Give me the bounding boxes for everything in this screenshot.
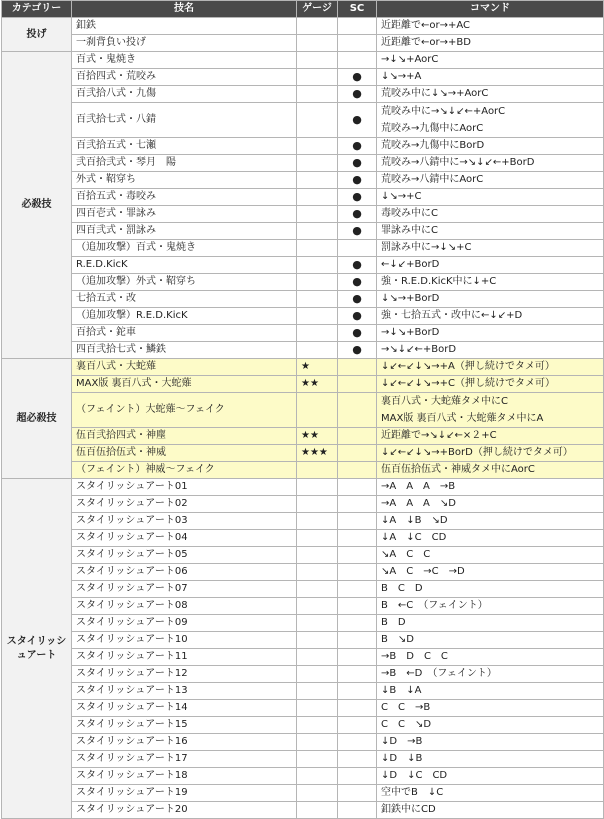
command-cell (377, 359, 604, 376)
table-row (2, 496, 604, 513)
sc-cell: ● (338, 69, 377, 86)
move-name: スタイリッシュアート19 (72, 785, 297, 802)
gauge-cell (297, 496, 338, 513)
command-text: →B D C C (381, 651, 448, 662)
move-name: スタイリッシュアート15 (72, 717, 297, 734)
move-name: スタイリッシュアート16 (72, 734, 297, 751)
sc-cell (338, 513, 377, 530)
move-name: 四百壱式・罪詠み (72, 206, 297, 223)
command-text: ↓↙←↙↓↘→+BorD（押し続けでタメ可） (381, 447, 573, 458)
command-cell (377, 564, 604, 581)
command-cell (377, 581, 604, 598)
command-cell (377, 445, 604, 462)
table-row (2, 274, 604, 291)
gauge-cell (297, 751, 338, 768)
command-cell (377, 428, 604, 445)
sc-cell (338, 547, 377, 564)
gauge-cell (297, 598, 338, 615)
command-text: 強・七拾五式・改中に←↓↙+D (381, 310, 523, 321)
gauge-cell (297, 69, 338, 86)
command-text: 近距離で←or→+AC (381, 20, 471, 31)
command-text: →A A A →B (381, 481, 456, 492)
move-name: 伍百伍拾伍式・神威 (72, 445, 297, 462)
table-row (2, 35, 604, 52)
gauge-cell (297, 342, 338, 359)
command-text: ↓D ↓B (381, 753, 423, 764)
move-name: 外式・鞀穿ち (72, 172, 297, 189)
table-row (2, 325, 604, 342)
move-name: MAX版 裏百八式・大蛇薙 (72, 376, 297, 393)
category-cell: 必殺技 (2, 52, 72, 359)
gauge-cell (297, 274, 338, 291)
move-name: スタイリッシュアート11 (72, 649, 297, 666)
sc-cell (338, 717, 377, 734)
gauge-cell (297, 632, 338, 649)
table-row (2, 649, 604, 666)
command-text: B ←C （フェイント） (381, 600, 488, 611)
command-cell (377, 35, 604, 52)
sc-cell: ● (338, 257, 377, 274)
command-text: 罰詠み中に→↓↘+C (381, 242, 472, 253)
table-row (2, 632, 604, 649)
sc-cell (338, 530, 377, 547)
gauge-cell: ★★ (297, 428, 338, 445)
gauge-cell (297, 462, 338, 479)
command-cell (377, 802, 604, 819)
move-name: スタイリッシュアート04 (72, 530, 297, 547)
sc-cell (338, 35, 377, 52)
sc-cell (338, 785, 377, 802)
sc-cell (338, 666, 377, 683)
gauge-cell: ★★★ (297, 445, 338, 462)
command-cell (377, 547, 604, 564)
table-row (2, 564, 604, 581)
command-text: ↓A ↓B ↘D (381, 515, 448, 526)
category-cell: 投げ (2, 18, 72, 52)
sc-cell: ● (338, 172, 377, 189)
move-name: スタイリッシュアート14 (72, 700, 297, 717)
sc-cell (338, 52, 377, 69)
gauge-cell (297, 52, 338, 69)
gauge-cell (297, 513, 338, 530)
sc-cell: ● (338, 274, 377, 291)
category-cell: 超必殺技 (2, 359, 72, 479)
command-text: ↓↙←↙↓↘→+A（押し続けでタメ可） (381, 361, 555, 372)
table-row (2, 223, 604, 240)
move-name: 百拾五式・毒咬み (72, 189, 297, 206)
sc-cell (338, 479, 377, 496)
header-category: カテゴリー (2, 1, 72, 18)
table-row (2, 155, 604, 172)
move-list-table (1, 0, 604, 819)
command-cell (377, 513, 604, 530)
command-text: →↓↘+AorC (381, 54, 439, 65)
table-row (2, 717, 604, 734)
table-row (2, 359, 604, 376)
command-cell (377, 632, 604, 649)
sc-cell (338, 428, 377, 445)
table-row (2, 768, 604, 785)
table-row (2, 598, 604, 615)
sc-cell: ● (338, 189, 377, 206)
table-row (2, 666, 604, 683)
gauge-cell (297, 615, 338, 632)
gauge-cell (297, 649, 338, 666)
move-name: （追加攻撃）外式・鞀穿ち (72, 274, 297, 291)
gauge-cell (297, 257, 338, 274)
sc-cell (338, 751, 377, 768)
command-cell (377, 189, 604, 206)
command-text: 毒咬み中にC (381, 208, 438, 219)
gauge-cell (297, 479, 338, 496)
sc-cell: ● (338, 86, 377, 103)
command-cell (377, 393, 604, 428)
gauge-cell (297, 155, 338, 172)
command-cell (377, 274, 604, 291)
table-row (2, 785, 604, 802)
move-name: スタイリッシュアート17 (72, 751, 297, 768)
sc-cell (338, 393, 377, 428)
command-cell (377, 615, 604, 632)
command-cell (377, 291, 604, 308)
table-row (2, 445, 604, 462)
move-name: （追加攻撃）R.E.D.KicK (72, 308, 297, 325)
command-text: →B ←D （フェイント） (381, 668, 497, 679)
sc-cell (338, 768, 377, 785)
command-text: ↓↘→+A (381, 71, 422, 82)
gauge-cell (297, 291, 338, 308)
move-name: スタイリッシュアート07 (72, 581, 297, 598)
command-cell (377, 666, 604, 683)
command-cell (377, 86, 604, 103)
header-gauge: ゲージ (297, 1, 338, 18)
command-text: B ↘D (381, 634, 414, 645)
table-row (2, 393, 604, 428)
table-row (2, 69, 604, 86)
table-row (2, 479, 604, 496)
move-name: スタイリッシュアート13 (72, 683, 297, 700)
gauge-cell (297, 393, 338, 428)
table-row (2, 683, 604, 700)
table-row (2, 547, 604, 564)
command-text: C C →B (381, 702, 431, 713)
sc-cell: ● (338, 342, 377, 359)
command-text: C C ↘D (381, 719, 432, 730)
header-sc: SC (338, 1, 377, 18)
sc-cell (338, 462, 377, 479)
command-text: 荒咬み中に↓↘→+AorC (381, 88, 489, 99)
sc-cell (338, 632, 377, 649)
sc-cell (338, 581, 377, 598)
sc-cell (338, 615, 377, 632)
command-cell (377, 52, 604, 69)
command-text: 荒咬み→九傷中にBorD (381, 140, 485, 151)
gauge-cell (297, 172, 338, 189)
command-text: ↓A ↓C CD (381, 532, 447, 543)
gauge-cell (297, 103, 338, 138)
command-text: ↘A C C (381, 549, 431, 560)
command-cell (377, 172, 604, 189)
table-row (2, 581, 604, 598)
command-text: 裏百八式・大蛇薙タメ中にC (381, 396, 508, 407)
move-name: 一刹背負い投げ (72, 35, 297, 52)
table-row (2, 18, 604, 35)
sc-cell (338, 649, 377, 666)
sc-cell (338, 359, 377, 376)
gauge-cell (297, 802, 338, 819)
header-command: コマンド (377, 1, 604, 18)
table-row (2, 615, 604, 632)
table-row (2, 257, 604, 274)
gauge-cell (297, 564, 338, 581)
table-row (2, 291, 604, 308)
command-cell (377, 69, 604, 86)
table-row (2, 52, 604, 69)
move-name: 百拾四式・荒咬み (72, 69, 297, 86)
command-text: →A A A ↘D (381, 498, 456, 509)
move-name: スタイリッシュアート18 (72, 768, 297, 785)
table-row (2, 734, 604, 751)
sc-cell (338, 598, 377, 615)
command-cell (377, 138, 604, 155)
command-cell (377, 376, 604, 393)
command-cell (377, 155, 604, 172)
gauge-cell (297, 717, 338, 734)
move-name: 百拾式・鉈車 (72, 325, 297, 342)
table-row (2, 206, 604, 223)
gauge-cell (297, 530, 338, 547)
move-name: スタイリッシュアート03 (72, 513, 297, 530)
command-text: 近距離で←or→+BD (381, 37, 471, 48)
command-text: →↘↓↙←+BorD (381, 344, 457, 355)
move-name: 伍百弐拾四式・神塵 (72, 428, 297, 445)
move-name: スタイリッシュアート01 (72, 479, 297, 496)
sc-cell (338, 683, 377, 700)
move-name: 百弐拾五式・七瀬 (72, 138, 297, 155)
command-text: ↓↙←↙↓↘→+C（押し続けでタメ可） (381, 378, 556, 389)
table-row (2, 700, 604, 717)
move-name: 百式・鬼焼き (72, 52, 297, 69)
gauge-cell (297, 785, 338, 802)
sc-cell (338, 240, 377, 257)
command-text: ↘A C →C →D (381, 566, 465, 577)
command-cell (377, 683, 604, 700)
command-text: 空中でB ↓C (381, 787, 444, 798)
gauge-cell (297, 86, 338, 103)
sc-cell (338, 18, 377, 35)
gauge-cell (297, 581, 338, 598)
command-cell (377, 342, 604, 359)
sc-cell (338, 376, 377, 393)
command-cell (377, 223, 604, 240)
command-cell (377, 325, 604, 342)
move-name: スタイリッシュアート05 (72, 547, 297, 564)
sc-cell: ● (338, 325, 377, 342)
move-name: R.E.D.KicK (72, 257, 297, 274)
command-text: ↓B ↓A (381, 685, 422, 696)
table-row (2, 802, 604, 819)
command-text: MAX版 裏百八式・大蛇薙タメ中にA (381, 413, 544, 424)
sc-cell: ● (338, 155, 377, 172)
command-text: ↓D →B (381, 736, 423, 747)
table-row (2, 308, 604, 325)
table-row (2, 240, 604, 257)
gauge-cell (297, 18, 338, 35)
gauge-cell (297, 308, 338, 325)
sc-cell: ● (338, 308, 377, 325)
sc-cell: ● (338, 103, 377, 138)
sc-cell (338, 445, 377, 462)
table-row (2, 103, 604, 138)
table-row (2, 513, 604, 530)
move-name: スタイリッシュアート20 (72, 802, 297, 819)
gauge-cell (297, 700, 338, 717)
move-name: スタイリッシュアート06 (72, 564, 297, 581)
sc-cell (338, 734, 377, 751)
sc-cell: ● (338, 206, 377, 223)
command-cell (377, 18, 604, 35)
table-row (2, 530, 604, 547)
command-text: 釦鉄中にCD (381, 804, 436, 815)
move-name: 弐百拾弐式・琴月 陽 (72, 155, 297, 172)
command-cell (377, 768, 604, 785)
command-text: ↓↘→+C (381, 191, 422, 202)
command-text: 荒咬み中に→↘↓↙←+AorC (381, 106, 506, 117)
move-name: スタイリッシュアート09 (72, 615, 297, 632)
table-row (2, 751, 604, 768)
gauge-cell: ★★ (297, 376, 338, 393)
gauge-cell (297, 206, 338, 223)
command-cell (377, 206, 604, 223)
gauge-cell (297, 768, 338, 785)
move-name: （フェイント）大蛇薙～フェイク (72, 393, 297, 428)
table-row (2, 376, 604, 393)
sc-cell (338, 496, 377, 513)
move-name: 釦鉄 (72, 18, 297, 35)
gauge-cell (297, 189, 338, 206)
command-cell (377, 700, 604, 717)
move-name: 百弐拾八式・九傷 (72, 86, 297, 103)
move-name: （追加攻撃）百式・鬼焼き (72, 240, 297, 257)
table-row (2, 462, 604, 479)
command-cell (377, 751, 604, 768)
move-name: スタイリッシュアート12 (72, 666, 297, 683)
command-cell (377, 479, 604, 496)
command-cell (377, 530, 604, 547)
command-text: →↓↘+BorD (381, 327, 440, 338)
move-name: 四百弐式・罰詠み (72, 223, 297, 240)
command-cell (377, 240, 604, 257)
command-text: 強・R.E.D.KicK中に↓+C (381, 276, 497, 287)
command-text: ←↓↙+BorD (381, 259, 440, 270)
command-text: 荒咬み→八錆中にAorC (381, 174, 484, 185)
category-cell: スタイリッシュアート (2, 479, 72, 819)
command-cell (377, 598, 604, 615)
command-text: B D (381, 617, 406, 628)
table-row (2, 138, 604, 155)
sc-cell (338, 700, 377, 717)
gauge-cell (297, 683, 338, 700)
command-text: 荒咬み→八錆中に→↘↓↙←+BorD (381, 157, 535, 168)
gauge-cell (297, 138, 338, 155)
table-row (2, 428, 604, 445)
command-cell (377, 308, 604, 325)
sc-cell: ● (338, 223, 377, 240)
command-text: ↓D ↓C CD (381, 770, 448, 781)
move-name: スタイリッシュアート02 (72, 496, 297, 513)
move-name: 七拾五式・改 (72, 291, 297, 308)
table-row (2, 342, 604, 359)
header-move: 技名 (72, 1, 297, 18)
command-cell (377, 496, 604, 513)
move-name: 四百弐拾七式・鱗鉄 (72, 342, 297, 359)
move-name: 裏百八式・大蛇薙 (72, 359, 297, 376)
table-row (2, 189, 604, 206)
move-name: スタイリッシュアート10 (72, 632, 297, 649)
gauge-cell (297, 666, 338, 683)
command-cell (377, 717, 604, 734)
command-text: 荒咬み→九傷中にAorC (381, 123, 484, 134)
gauge-cell (297, 734, 338, 751)
gauge-cell (297, 223, 338, 240)
command-cell (377, 785, 604, 802)
command-text: 罪詠み中にC (381, 225, 438, 236)
move-name: スタイリッシュアート08 (72, 598, 297, 615)
sc-cell: ● (338, 291, 377, 308)
gauge-cell (297, 240, 338, 257)
sc-cell (338, 802, 377, 819)
gauge-cell (297, 547, 338, 564)
command-cell (377, 103, 604, 138)
gauge-cell (297, 325, 338, 342)
command-cell (377, 257, 604, 274)
command-text: ↓↘→+BorD (381, 293, 440, 304)
move-name: 百弐拾七式・八錆 (72, 103, 297, 138)
command-text: 近距離で→↘↓↙←×２+C (381, 430, 497, 441)
gauge-cell: ★ (297, 359, 338, 376)
command-cell (377, 734, 604, 751)
command-text: 伍百伍拾伍式・神威タメ中にAorC (381, 464, 535, 475)
table-row (2, 172, 604, 189)
command-cell (377, 649, 604, 666)
command-text: B C D (381, 583, 423, 594)
sc-cell: ● (338, 138, 377, 155)
move-name: （フェイント）神威～フェイク (72, 462, 297, 479)
header-row (2, 1, 604, 18)
table-row (2, 86, 604, 103)
command-cell (377, 462, 604, 479)
gauge-cell (297, 35, 338, 52)
sc-cell (338, 564, 377, 581)
